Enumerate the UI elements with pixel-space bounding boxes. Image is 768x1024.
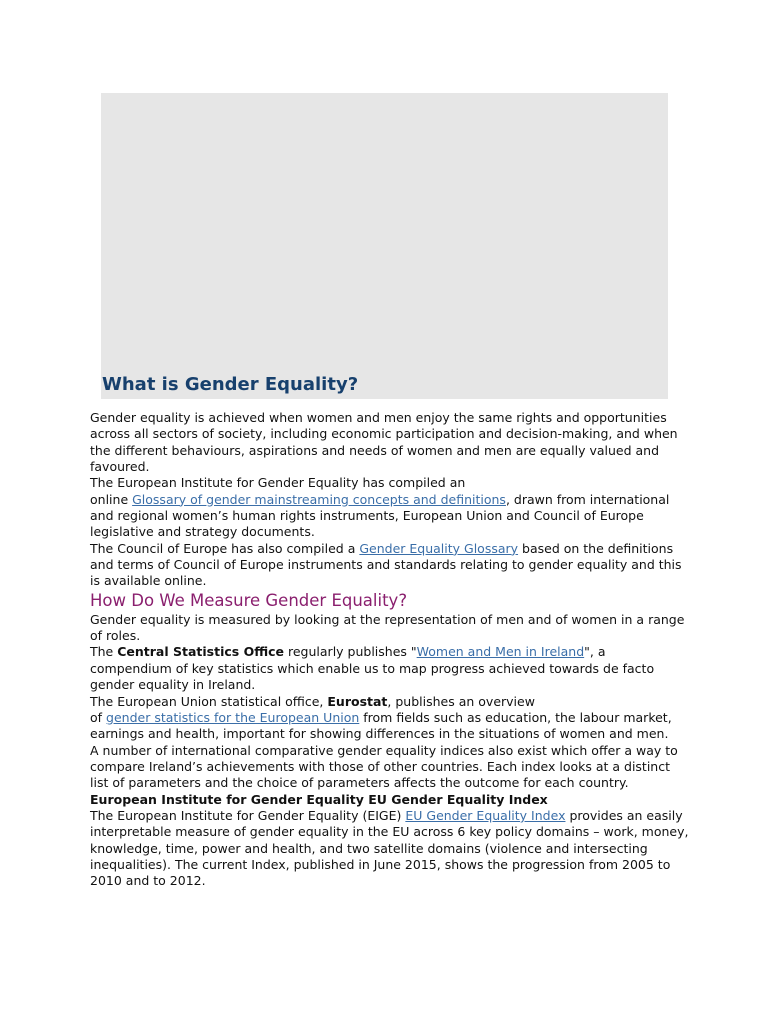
paragraph-cso: The Central Statistics Office regularly publishes "Women and Men in Ireland", a compendium of key statistics which enable us to map progress achieved towards de facto gender equality in Ireland. — [90, 644, 655, 693]
paragraph-eige-glossary: The European Institute for Gender Equality has compiled an online Glossary of gender mainstreaming concepts and definitions, drawn from international and regional women’s human rights instruments, European Union and Council of Europe legislative and strategy documents. — [90, 475, 670, 540]
subheading-eige-index: European Institute for Gender Equality EU Gender Equality Index — [90, 791, 548, 807]
paragraph-eurostat: The European Union statistical office, Eurostat, publishes an overview of gender statistics for the European Union from fields such as education, the labour market, earnings and health, important for showing differences in the situations of women and men. — [90, 693, 672, 742]
paragraph-measurement: Gender equality is measured by looking at the representation of men and of women in a range of roles. — [90, 611, 685, 644]
link-eu-gender-equality-index[interactable]: EU Gender Equality Index — [405, 807, 566, 823]
link-glossary-mainstreaming[interactable]: Glossary of gender mainstreaming concepts and definitions — [132, 491, 506, 507]
link-women-and-men-in-ireland[interactable]: Women and Men in Ireland — [416, 644, 585, 660]
section-heading-measure: How Do We Measure Gender Equality? — [90, 590, 408, 610]
paragraph-definition: Gender equality is achieved when women and men enjoy the same rights and opportunities across all sectors of society, including economic participation and decision-making, and when the different behaviours, aspirations and needs of women and men are equally valued and favoured. — [90, 410, 678, 475]
link-gender-equality-glossary[interactable]: Gender Equality Glossary — [359, 540, 519, 556]
article-body — [90, 410, 690, 890]
link-gender-statistics-eu[interactable]: gender statistics for the European Union — [106, 709, 360, 725]
paragraph-coe-glossary: The Council of Europe has also compiled a Gender Equality Glossary based on the definitions and terms of Council of Europe instruments and standards relating to gender equality and this is available online. — [90, 540, 682, 589]
paragraph-eige-index: The European Institute for Gender Equality (EIGE) EU Gender Equality Index provides an easily interpretable measure of gender equality in the EU across 6 key policy domains – work, money, knowledge, time, power and health, and two satellite domains (violence and intersecting inequalities). The current Index, published in June 2015, shows the progression from 2005 to 2010 and to 2012. — [90, 807, 689, 889]
paragraph-indices: A number of international comparative gender equality indices also exist which offer a way to compare Ireland’s achievements with those of other countries. Each index looks at a distinct list of parameters and the choice of parameters affects the outcome for each country. — [90, 742, 678, 791]
page-title: What is Gender Equality? — [102, 374, 359, 395]
header-image-placeholder — [101, 93, 668, 399]
